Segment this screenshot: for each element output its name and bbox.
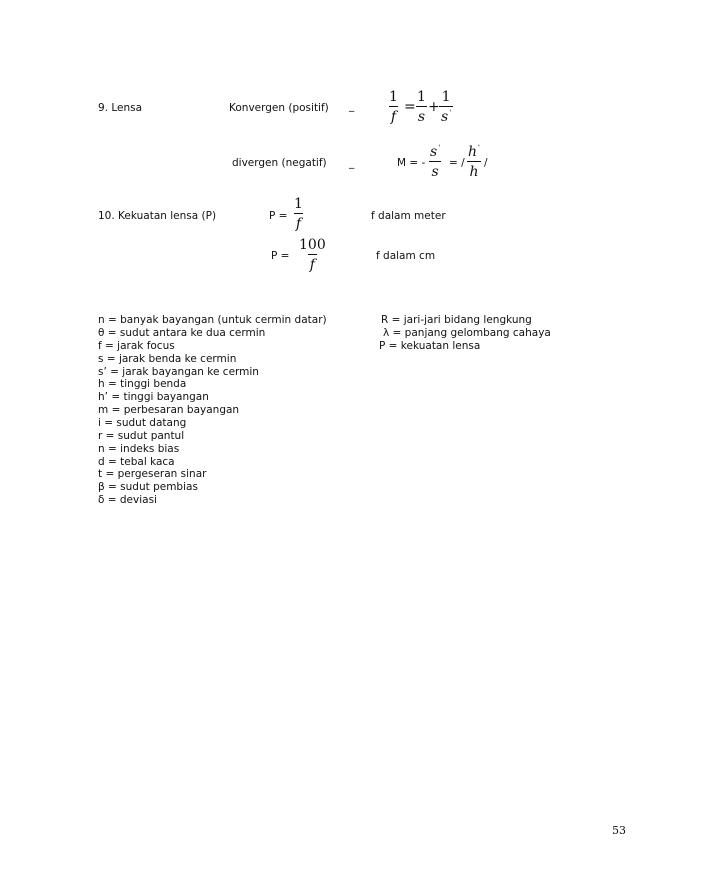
magnification-equals: = / [449,157,465,169]
convergent-dash: _ [349,100,355,112]
magnification-prefix: M = - [397,157,426,169]
divergent-label: divergen (negatif) [232,157,327,169]
legend-item: d = tebal kaca [98,456,175,468]
legend-item: h = tinggi benda [98,378,187,390]
fraction-100-over-f: $\frac{100}{f}$ [299,237,326,273]
power-prefix-meter: P = [269,210,288,222]
fraction-1-over-s-prime: $\frac{1}{s'}$ [441,89,452,125]
legend-item: n = indeks bias [98,443,180,455]
legend-item: n = banyak bayangan (untuk cermin datar) [98,314,327,326]
power-section-title: 10. Kekuatan lensa (P) [98,210,217,222]
legend-item: h’ = tinggi bayangan [98,391,209,403]
legend-item: f = jarak focus [98,340,175,352]
power-unit-cm: f dalam cm [376,250,436,262]
magnification-suffix: / [484,157,488,169]
legend-item: P = kekuatan lensa [379,340,481,352]
divergent-dash: _ [349,157,355,169]
convergent-label: Konvergen (positif) [229,102,329,114]
power-unit-meter: f dalam meter [371,210,446,222]
legend-item: δ = deviasi [98,494,157,506]
fraction-h-prime-over-h: $\frac{h'}{h}$ [468,144,480,180]
legend-item: s’ = jarak bayangan ke cermin [98,366,259,378]
fraction-1-over-f: $\frac{1}{f}$ [389,89,398,125]
legend-item: i = sudut datang [98,417,187,429]
lens-section-title: 9. Lensa [98,102,143,114]
legend-item: R = jari-jari bidang lengkung [381,314,532,326]
legend-item: m = perbesaran bayangan [98,404,240,416]
legend-item: t = pergeseran sinar [98,468,207,480]
legend-item: β = sudut pembias [98,481,198,493]
fraction-1-over-s: $\frac{1}{s}$ [417,89,426,125]
fraction-s-prime-over-s: $\frac{s'}{s}$ [430,144,441,180]
legend-item: s = jarak benda ke cermin [98,353,237,365]
page-number: 53 [612,824,626,837]
plus-sign: + [428,99,440,115]
fraction-1-over-f-power: $\frac{1}{f}$ [294,196,303,232]
legend-item: λ = panjang gelombang cahaya [383,327,551,339]
power-prefix-cm: P = [271,250,290,262]
equals-sign: = [404,99,416,115]
legend-item: r = sudut pantul [98,430,185,442]
legend-item: θ = sudut antara ke dua cermin [98,327,266,339]
